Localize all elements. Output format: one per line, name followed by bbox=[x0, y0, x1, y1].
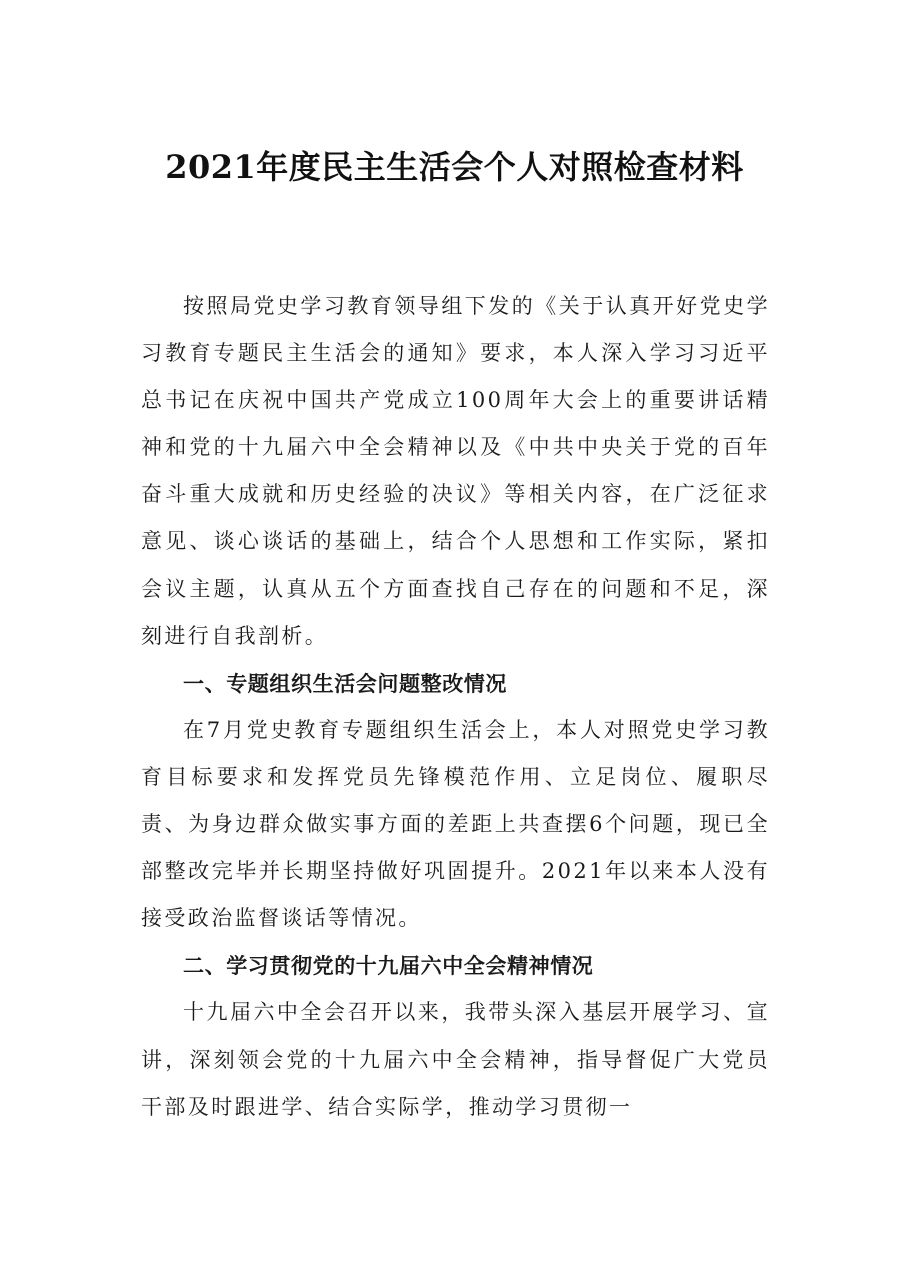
paragraph-intro: 按照局党史学习教育领导组下发的《关于认真开好党史学习教育专题民主生活会的通知》要求，本人深入学习习近平总书记在庆祝中国共产党成立100周年大会上的重要讲话精神和党的十九届六中全会精神以及《中共中央关于党的百年奋斗重大成就和历史经验的决议》等相关内容，在广泛征求意见、谈心谈话的基础上，结合个人思想和工作实际，紧扣会议主题，认真从五个方面查找自己存在的问题和不足，深刻进行自我剖析。 bbox=[141, 294, 770, 648]
paragraph-section-2: 十九届六中全会召开以来，我带头深入基层开展学习、宣讲，深刻领会党的十九届六中全会精神，指导督促广大党员干部及时跟进学、结合实际学，推动学习贯彻一 bbox=[141, 1000, 770, 1119]
document-body bbox=[141, 283, 770, 1131]
section-heading-2: 二、学习贯彻党的十九届六中全会精神情况 bbox=[183, 953, 594, 979]
paragraph-section-1: 在7月党史教育专题组织生活会上，本人对照党史学习教育目标要求和发挥党员先锋模范作用、立足岗位、履职尽责、为身边群众做实事方面的差距上共查摆6个问题，现已全部整改完毕并长期坚持做好巩固提升。2021年以来本人没有接受政治监督谈话等情况。 bbox=[141, 717, 770, 931]
document-title: 2021年度民主生活会个人对照检查材料 bbox=[165, 148, 744, 186]
section-heading-1: 一、专题组织生活会问题整改情况 bbox=[183, 670, 507, 696]
